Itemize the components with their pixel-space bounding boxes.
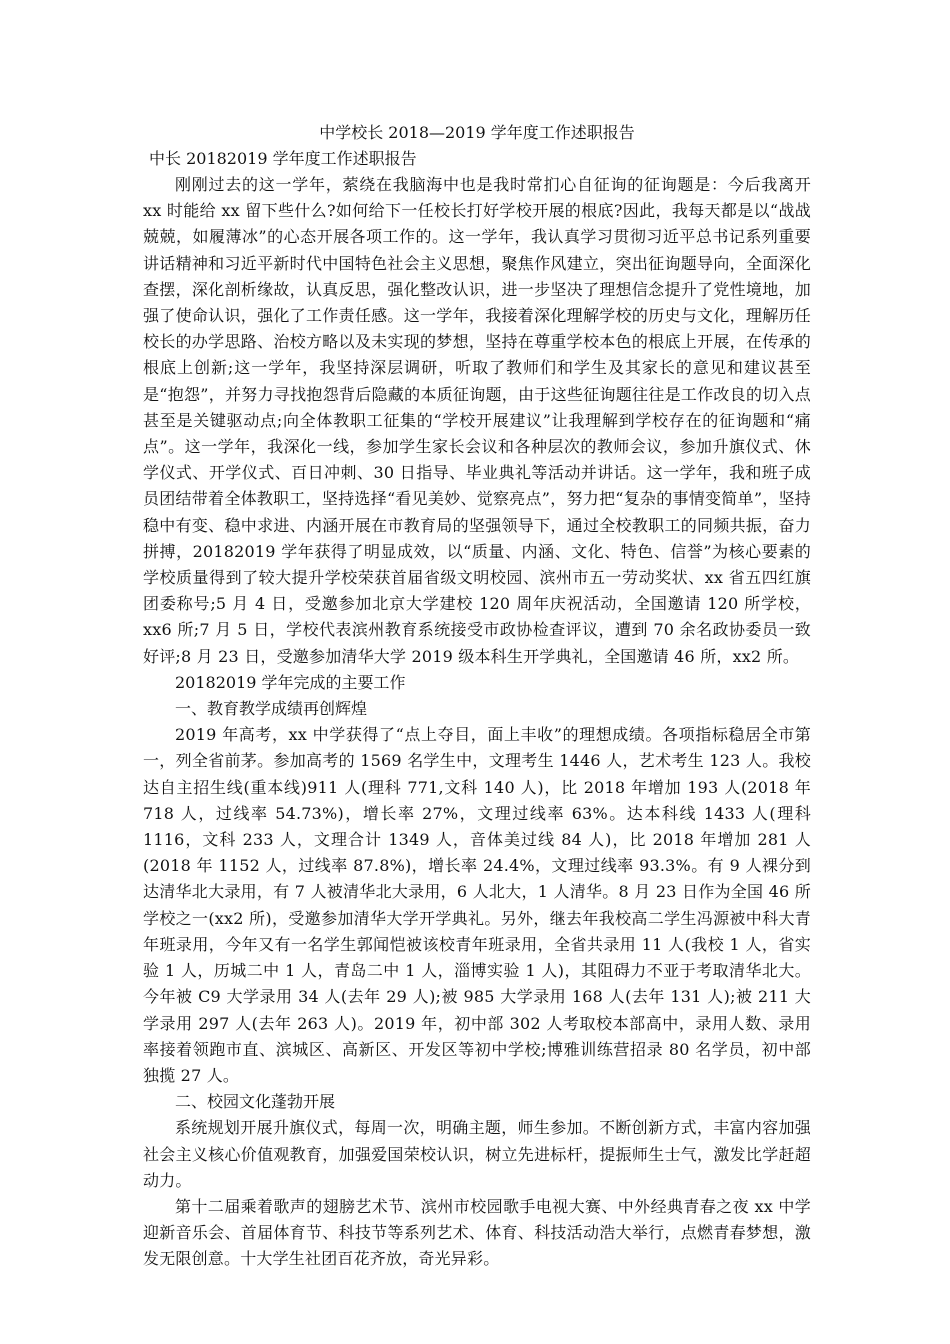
paragraph-flag-ceremony: 系统规划开展升旗仪式，每周一次，明确主题，师生参加。不断创新方式，丰富内容加强社会主义核心价值观教育，加强爱国荣校认识，树立先进标杆，提振师生士气，激发比学赶超动力。 <box>143 1118 811 1190</box>
intro-paragraph: 刚刚过去的这一学年，萦绕在我脑海中也是我时常扪心自征询的征询题是：今后我离开 xx 时能给 xx 留下些什么?如何给下一任校长打好学校开展的根底?因此，我每天都是以“战战兢兢，如履薄冰”的心态开展各项工作的。这一学年，我认真学习贯彻习近平总书记系列重要讲话精神和习近平新时代中国特色社会主义思想，聚焦作风建立，突出征询题导向，全面深化查摆，深化剖析缘故，认真反思，强化整改认识，进一步坚决了理想信念提升了党性境地，加强了使命认识，强化了工作责任感。这一学年，我接着深化理解学校的历史与文化，理解历任校长的办学思路、治校方略以及未实现的梦想，坚持在尊重学校本色的根底上开展，在传承的根底上创新;这一学年，我坚持深层调研，听取了教师们和学生及其家长的意见和建议甚至是“抱怨”，并努力寻找抱怨背后隐藏的本质征询题，由于这些征询题往往是工作改良的切入点甚至是关键驱动点;向全体教职工征集的“学校开展建议”让我理解到学校存在的征询题和“痛点”。这一学年，我深化一线，参加学生家长会议和各种层次的教师会议，参加升旗仪式、休学仪式、开学仪式、百日冲刺、30 日指导、毕业典礼等活动并讲话。这一学年，我和班子成员团结带着全体教职工，坚持选择“看见美妙、觉察亮点”，努力把“复杂的事情变简单”，坚持稳中有变、稳中求进、内涵开展在市教育局的坚强领导下，通过全校教职工的同频共振，奋力拼搏，20182019 学年获得了明显成效，以“质量、内涵、文化、特色、信誉”为核心要素的学校质量得到了较大提升学校荣获首届省级文明校园、滨州市五一劳动奖状、xx 省五四红旗团委称号;5 月 4 日，受邀参加北京大学建校 120 周年庆祝活动，全国邀请 120 所学校，xx6 所;7 月 5 日，学校代表滨州教育系统接受市政协检查评议，遭到 70 余名政协委员一致好评;8 月 23 日，受邀参加清华大学 2019 级本科生开学典礼，全国邀请 46 所，xx2 所。 <box>143 175 811 666</box>
document-page <box>143 120 811 1273</box>
document-title: 中学校长 2018—2019 学年度工作述职报告 <box>319 123 635 142</box>
heading-campus-culture: 二、校园文化蓬勃开展 <box>175 1092 336 1112</box>
heading-teaching-results: 一、教育教学成绩再创辉煌 <box>175 699 368 719</box>
paragraph-arts-festival: 第十二届乘着歌声的翅膀艺术节、滨州市校园歌手电视大赛、中外经典青春之夜 xx 中学迎新音乐会、首届体育节、科技节等系列艺术、体育、科技活动浩大举行，点燃青春梦想，激发无限创意。十大学生社团百花齐放，奇光异彩。 <box>143 1196 811 1269</box>
paragraph-exam-results: 2019 年高考，xx 中学获得了“点上夺目，面上丰收”的理想成绩。各项指标稳居全市第一，列全省前茅。参加高考的 1569 名学生中，文理考生 1446 人，艺术考生 123 人。我校达自主招生线(重本线)911 人(理科 771,文科 140 人)，比 2018 年增加 193 人(2018 年 718 人，过线率 54.73%)，增长率 27%，文理过线率 63%。达本科线 1433 人(理科 1116，文科 233 人，文理合计 1349 人，音体美过线 84 人)，比 2018 年增加 281 人(2018 年 1152 人，过线率 87.8%)，增长率 24.4%，文理过线率 93.3%。有 9 人裸分到达清华北大录用，有 7 人被清华北大录用，6 人北大，1 人清华。8 月 23 日作为全国 46 所学校之一(xx2 所)，受邀参加清华大学开学典礼。另外，继去年我校高二学生冯源被中科大青年班录用，今年又有一名学生郭闻恺被该校青年班录用，全省共录用 11 人(我校 1 人，省实验 1 人，历城二中 1 人，青岛二中 1 人，淄博实验 1 人)，其阻碍力不亚于考取清华北大。今年被 C9 大学录用 34 人(去年 29 人);被 985 大学录用 168 人(去年 131 人);被 211 大学录用 297 人(去年 263 人)。2019 年，初中部 302 人考取校本部高中，录用人数、录用率接着领跑市直、滨城区、高新区、开发区等初中学校;博雅训练营招录 80 名学员，初中部独揽 27 人。 <box>143 725 811 1085</box>
section-heading: 20182019 学年完成的主要工作 <box>175 672 406 692</box>
document-subtitle: 中长 20182019 学年度工作述职报告 <box>149 149 417 168</box>
